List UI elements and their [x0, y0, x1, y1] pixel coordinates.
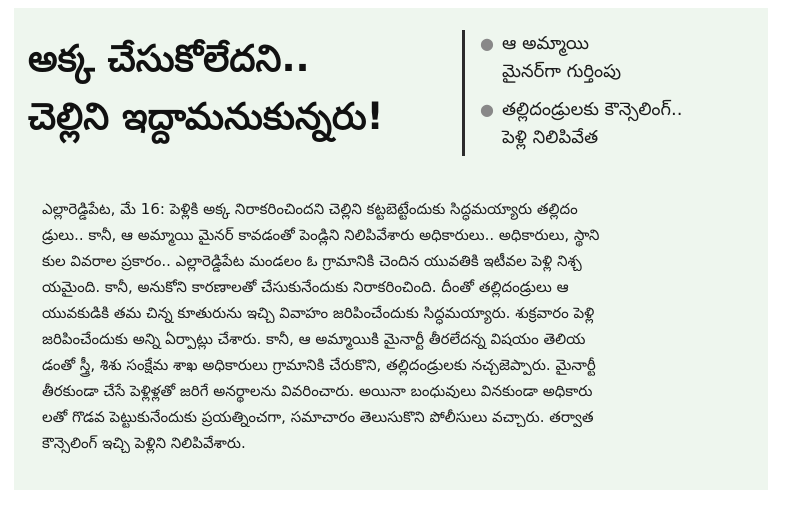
body-line: డంతో స్త్రీ, శిశు సంక్షేమ శాఖ అధికారులు గ్రామానికి చేరుకొని, తల్లిదండ్రులకు నచ్చజెప్పారు. మైనార్టీ	[42, 356, 596, 374]
body-line: యమైంది. కానీ, అనుకోని కారణాలతో చేసుకునేందుకు నిరాకరించింది. దీంతో తల్లిదండ్రులు ఆ	[42, 278, 569, 296]
article-body	[42, 196, 750, 456]
highlight-line: తల్లిదండ్రులకు కౌన్సెలింగ్..	[502, 99, 683, 120]
body-line: యువకుడికి తమ చిన్న కూతురును ఇచ్చి వివాహం జరిపించేందుకు సిద్ధమయ్యారు. శుక్రవారం పెళ్లి	[42, 304, 595, 322]
body-line: కుల వివరాల ప్రకారం.. ఎల్లారెడ్డిపేట మండలం ఓ గ్రామానికి చెందిన యువతికి ఇటీవల పెళ్లి నిశ్చ	[42, 252, 582, 270]
body-line: జరిపించేందుకు అన్ని ఏర్పాట్లు చేశారు. కానీ, ఆ అమ్మాయికి మైనార్టీ తీరలేదన్న విషయం తెలియ	[42, 330, 586, 348]
highlight-line: మైనర్‌గా గుర్తింపు	[502, 61, 622, 82]
bullet-icon: ●	[480, 34, 494, 53]
body-line: లతో గొడవ పెట్టుకునేందుకు ప్రయత్నించగా, సమాచారం తెలుసుకొని పోలీసులు వచ్చారు. తర్వాత	[42, 408, 594, 426]
highlight-line: పెళ్లి నిలిపివేత	[502, 127, 599, 148]
body-line: తీరకుండా చేసే పెళ్లిళ్లతో జరిగే అనర్థాలను వివరించారు. అయినా బంధువులు వినకుండా అధికారు	[42, 382, 593, 400]
headline-line-2: చెల్లిని ఇద్దామనుకున్నరు!	[28, 95, 384, 138]
highlight-line: ఆ అమ్మాయి	[502, 33, 590, 54]
body-line: ఎల్లారెడ్డిపేట, మే 16: పెళ్లికి అక్క నిరాకరించిందని చెల్లిని కట్టబెట్టేందుకు సిద్ధమయ్యారు తల్లిదం	[42, 200, 578, 218]
column-divider	[462, 30, 465, 156]
body-line: డ్రులు.. కానీ, ఆ అమ్మాయి మైనర్ కావడంతో పెండ్లిని నిలిపివేశారు అధికారులు.. అధికారులు, స్థాని	[42, 226, 600, 244]
headline-line-1: అక్క చేసుకోలేదని..	[28, 37, 310, 80]
headline	[28, 30, 448, 146]
bullet-icon: ●	[480, 100, 494, 119]
highlight-item	[478, 30, 758, 86]
highlights-list	[478, 30, 758, 162]
body-line: కౌన్సెలింగ్ ఇచ్చి పెళ్లిని నిలిపివేశారు.	[42, 434, 246, 452]
highlight-item	[478, 96, 758, 152]
